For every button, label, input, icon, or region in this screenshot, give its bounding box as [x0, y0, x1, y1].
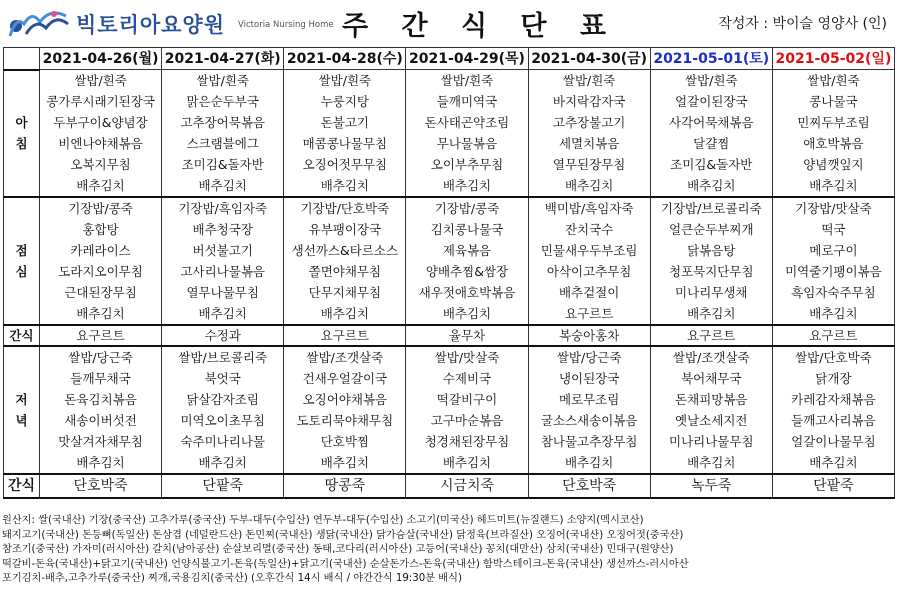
menu-item: 수제비국 — [442, 371, 492, 386]
menu-item: 배추김치 — [442, 455, 492, 470]
menu-item: 쌀밥/단호박죽 — [795, 350, 872, 365]
menu-item: 미나리무생채 — [675, 285, 748, 300]
breakfast-cell — [650, 70, 772, 198]
menu-item: 배추김치 — [320, 178, 369, 193]
menu-item: 배추김치 — [564, 455, 614, 470]
date-header: 2021-04-30(금) — [528, 48, 650, 70]
dinner-cell — [772, 346, 894, 474]
breakfast-label-char: 침 — [15, 136, 28, 152]
menu-item: 새우젓애호박볶음 — [418, 285, 516, 300]
lunch-cell — [40, 197, 162, 325]
menu-item: 쌀밥/흰죽 — [196, 73, 249, 88]
menu-item: 콩나물국 — [809, 94, 858, 109]
logo — [6, 6, 334, 38]
breakfast-label — [4, 70, 40, 198]
menu-item: 냉이된장국 — [558, 371, 620, 386]
lunch-label-char: 점 — [15, 243, 28, 258]
night-snack-cell: 녹두죽 — [650, 474, 772, 498]
menu-item: 들깨고사리볶음 — [791, 413, 876, 428]
breakfast-cell — [528, 70, 650, 198]
menu-item: 달걀찜 — [693, 136, 730, 151]
menu-item: 떡국 — [821, 222, 846, 237]
menu-item: 배추김치 — [198, 306, 247, 321]
menu-item: 바지락감자국 — [552, 94, 626, 109]
lunch-cell — [406, 197, 528, 325]
night-snack-label: 간식 — [4, 474, 40, 498]
night-snack-row — [4, 474, 895, 498]
menu-item: 새송이버섯전 — [64, 413, 137, 428]
menu-item: 돈불고기 — [320, 115, 369, 130]
menu-item: 조미김&돌자반 — [181, 157, 264, 172]
snack-cell: 요구르트 — [650, 325, 772, 346]
menu-item: 배추김치 — [564, 178, 614, 193]
origin-line: 참조기(중국산) 가자미(러시아산) 갈치(남아공산) 순살보리멸(중국산) 동태,코다리(러시아산) 고등어(국내산) 꽁치(대만산) 삼치(국내산) 민대구(원양산) — [2, 544, 674, 556]
menu-item: 기장밥/단호박죽 — [300, 201, 390, 216]
menu-item: 쌀밥/브로콜리죽 — [178, 350, 268, 365]
snack-row — [4, 325, 895, 346]
menu-item: 돈사태곤약조림 — [424, 115, 510, 130]
menu-item: 배추김치 — [198, 178, 247, 193]
menu-item: 배추김치 — [76, 178, 125, 193]
menu-item: 잔치국수 — [564, 222, 614, 237]
menu-item: 근대된장무침 — [64, 285, 137, 300]
menu-item: 닭살감자조림 — [186, 392, 259, 407]
menu-item: 북엇국 — [204, 371, 241, 386]
menu-item: 배추김치 — [442, 178, 492, 193]
menu-item: 들깨무채국 — [70, 371, 131, 386]
menu-item: 배추김치 — [809, 306, 858, 321]
menu-item: 숙주미나리나물 — [180, 434, 265, 449]
lunch-label — [4, 197, 40, 325]
menu-item: 쌀밥/흰죽 — [807, 73, 860, 88]
origin-line: 떡갈비-돈육(국내산)+닭고기(국내산) 언양식불고기-돈육(독일산)+닭고기(국내산) 순살돈가스-돈육(국내산) 함박스테이크-돈육(국내산) 생선까스-러시아산 — [2, 558, 689, 570]
author-label: 작성자 : 박이슬 영양사 (인) — [718, 16, 887, 32]
menu-item: 쌀밥/흰죽 — [440, 73, 494, 88]
menu-item: 메로구이 — [809, 243, 858, 258]
snack-label: 간식 — [4, 325, 40, 346]
menu-item: 민찌두부조림 — [797, 115, 870, 130]
date-header-row — [4, 48, 895, 70]
menu-item: 카레라이스 — [70, 243, 131, 258]
menu-item: 얼큰순두부찌개 — [669, 222, 754, 237]
corner-cell — [4, 48, 40, 70]
night-snack-cell: 단팥죽 — [162, 474, 284, 498]
menu-item: 기장밥/맛살죽 — [795, 201, 872, 216]
menu-item: 돈육김치볶음 — [64, 392, 137, 407]
date-header: 2021-04-29(목) — [406, 48, 528, 70]
page-title: 주 간 식 단 표 — [341, 11, 618, 42]
menu-item: 배추김치 — [809, 455, 858, 470]
dinner-cell — [40, 346, 162, 474]
menu-item: 버섯불고기 — [192, 243, 253, 258]
breakfast-label-char: 아 — [15, 115, 28, 131]
lunch-row — [4, 197, 895, 325]
menu-item: 미역오이초무침 — [180, 413, 265, 428]
breakfast-cell — [406, 70, 528, 198]
menu-item: 매콤콩나물무침 — [302, 136, 388, 151]
menu-item: 단호박찜 — [320, 434, 369, 449]
menu-item: 굴소스새송이볶음 — [540, 413, 638, 428]
menu-item: 맑은순두부국 — [186, 94, 259, 109]
dinner-cell — [528, 346, 650, 474]
menu-item: 들깨미역국 — [436, 94, 498, 109]
menu-item: 양념깻잎지 — [803, 157, 864, 172]
menu-item: 닭볶음탕 — [687, 243, 736, 258]
menu-item: 고추장어묵볶음 — [180, 115, 265, 130]
menu-item: 백미밥/흑임자죽 — [544, 201, 634, 216]
date-header: 2021-04-28(수) — [284, 48, 406, 70]
menu-item: 배추김치 — [687, 455, 736, 470]
lunch-cell — [162, 197, 284, 325]
menu-item: 오복지무침 — [70, 157, 131, 172]
menu-item: 기장밥/브로콜리죽 — [660, 201, 762, 216]
menu-item: 오이부추무침 — [430, 157, 504, 172]
menu-item: 북어채무국 — [681, 371, 742, 386]
lunch-label-char: 심 — [15, 264, 28, 279]
menu-item: 양배추찜&쌈장 — [425, 264, 509, 279]
night-snack-cell: 시금치죽 — [406, 474, 528, 498]
menu-item: 청경채된장무침 — [424, 434, 510, 449]
menu-item: 고추장불고기 — [552, 115, 626, 130]
menu-item: 쫄면야채무침 — [308, 264, 382, 279]
menu-item: 사각어묵채볶음 — [669, 115, 754, 130]
origin-line: 돼지고기(국내산) 돈등뼈(독일산) 돈삼겹 (네덜란드산) 돈민찌(국내산) 생닭(국내산) 닭가슴살(국내산) 닭정육(브라질산) 오징어(국내산) 오징어젓(중국산) — [2, 529, 684, 541]
menu-item: 스크램블에그 — [186, 136, 259, 151]
menu-item: 배추청국장 — [192, 222, 253, 237]
menu-item: 쌀밥/흰죽 — [74, 73, 127, 88]
menu-item: 오징어야채볶음 — [302, 392, 388, 407]
menu-item: 쌀밥/당근죽 — [556, 350, 622, 365]
menu-item: 쌀밥/당근죽 — [68, 350, 133, 365]
date-header-saturday: 2021-05-01(토) — [650, 48, 772, 70]
origin-notice — [2, 514, 895, 587]
menu-item: 배추김치 — [809, 178, 858, 193]
dinner-cell — [284, 346, 406, 474]
menu-item: 배추김치 — [687, 178, 736, 193]
lunch-cell — [772, 197, 894, 325]
breakfast-row — [4, 70, 895, 198]
menu-item: 쌀밥/조갯살죽 — [672, 350, 750, 365]
snack-cell: 요구르트 — [40, 325, 162, 346]
menu-item: 제육볶음 — [442, 243, 492, 258]
menu-item: 미역줄기팽이볶음 — [785, 264, 882, 279]
menu-item: 옛날소세지전 — [675, 413, 748, 428]
dinner-label-char: 녁 — [15, 413, 28, 428]
night-snack-cell: 땅콩죽 — [284, 474, 406, 498]
snack-cell: 수정과 — [162, 325, 284, 346]
menu-item: 쌀밥/흰죽 — [318, 73, 372, 88]
menu-item: 배추김치 — [442, 306, 492, 321]
menu-item: 쌀밥/흰죽 — [562, 73, 616, 88]
menu-item: 콩가루시래기된장국 — [46, 94, 155, 109]
dinner-label — [4, 346, 40, 474]
date-header-sunday: 2021-05-02(일) — [772, 48, 894, 70]
menu-item: 메로무조림 — [558, 392, 620, 407]
menu-item: 배추김치 — [320, 306, 369, 321]
breakfast-cell — [162, 70, 284, 198]
origin-line: 원산지: 쌀(국내산) 기장(중국산) 고추가루(중국산) 두부-대두(수입산) 연두부-대두(수입산) 소고기(미국산) 헤드미트(뉴질랜드) 소양지(멕시코산) — [2, 515, 644, 526]
menu-item: 참나물고추장무침 — [540, 434, 638, 449]
logo-name: 빅토리아요양원 — [76, 13, 226, 37]
menu-item: 민물새우두부조림 — [540, 243, 638, 258]
menu-item: 흑임자숙주무침 — [791, 285, 876, 300]
menu-item: 고구마순볶음 — [430, 413, 504, 428]
menu-item: 세멸치볶음 — [558, 136, 620, 151]
menu-item: 아삭이고추무침 — [546, 264, 632, 279]
menu-item: 배추김치 — [76, 455, 125, 470]
logo-mark-icon — [6, 6, 72, 38]
menu-item: 닭개장 — [815, 371, 852, 386]
menu-item: 기장밥/콩죽 — [68, 201, 133, 216]
menu-item: 고사리나물볶음 — [180, 264, 265, 279]
dinner-row — [4, 346, 895, 474]
menu-item: 열무나물무침 — [186, 285, 259, 300]
breakfast-cell — [284, 70, 406, 198]
menu-item: 도라지오이무침 — [58, 264, 143, 279]
menu-item: 쌀밥/흰죽 — [685, 73, 738, 88]
menu-item: 배추김치 — [76, 306, 125, 321]
menu-item: 김치콩나물국 — [430, 222, 504, 237]
night-snack-cell: 단호박죽 — [40, 474, 162, 498]
dinner-cell — [406, 346, 528, 474]
date-header: 2021-04-26(월) — [40, 48, 162, 70]
menu-item: 배추김치 — [320, 455, 369, 470]
menu-item: 배추김치 — [198, 455, 247, 470]
menu-item: 배추겉절이 — [558, 285, 620, 300]
menu-item: 비엔나야채볶음 — [58, 136, 143, 151]
menu-item: 청포묵지단무침 — [669, 264, 754, 279]
date-header: 2021-04-27(화) — [162, 48, 284, 70]
menu-item: 돈채피망볶음 — [675, 392, 748, 407]
menu-item: 애호박볶음 — [803, 136, 864, 151]
menu-item: 조미김&돌자반 — [670, 157, 753, 172]
menu-item: 얼갈이된장국 — [675, 94, 748, 109]
menu-item: 기장밥/콩죽 — [434, 201, 500, 216]
menu-item: 단무지채무침 — [308, 285, 382, 300]
snack-cell: 복숭아홍차 — [528, 325, 650, 346]
breakfast-cell — [772, 70, 894, 198]
lunch-cell — [528, 197, 650, 325]
menu-item: 맛살겨자채무침 — [58, 434, 143, 449]
page-header — [0, 0, 897, 44]
dinner-cell — [162, 346, 284, 474]
menu-item: 떡갈비구이 — [436, 392, 498, 407]
night-snack-cell: 단팥죽 — [772, 474, 894, 498]
night-snack-cell: 단호박죽 — [528, 474, 650, 498]
menu-item: 홍합탕 — [82, 222, 119, 237]
dinner-cell — [650, 346, 772, 474]
menu-item: 카레감자채볶음 — [791, 392, 876, 407]
menu-item: 두부구이&양념장 — [53, 115, 148, 130]
menu-item: 생선까스&타르소스 — [291, 243, 399, 258]
weekly-menu-table — [3, 47, 895, 499]
menu-item: 오징어젓무무침 — [302, 157, 388, 172]
menu-item: 미나리나물무침 — [669, 434, 754, 449]
menu-item: 무나물볶음 — [436, 136, 498, 151]
menu-item: 쌀밥/조갯살죽 — [306, 350, 384, 365]
origin-line: 포기김치-배추,고추가루(중국산) 찌개,국용김치(중국산) (오후간식 14시 배식 / 야간간식 19:30분 배식) — [2, 573, 462, 585]
snack-cell: 율무차 — [406, 325, 528, 346]
menu-item: 건새우얼갈이국 — [302, 371, 388, 386]
menu-item: 얼갈이나물무침 — [791, 434, 876, 449]
lunch-cell — [284, 197, 406, 325]
menu-item: 쌀밥/맛살죽 — [434, 350, 500, 365]
menu-item: 기장밥/흑임자죽 — [178, 201, 268, 216]
logo-subtitle: Victoria Nursing Home — [238, 20, 334, 30]
dinner-label-char: 저 — [15, 392, 28, 407]
menu-item: 배추김치 — [687, 306, 736, 321]
snack-cell: 요구르트 — [284, 325, 406, 346]
menu-item: 요구르트 — [564, 306, 614, 321]
menu-item: 열무된장무침 — [552, 157, 626, 172]
menu-item: 도토리묵야채무침 — [296, 413, 394, 428]
lunch-cell — [650, 197, 772, 325]
menu-item: 유부팽이장국 — [308, 222, 382, 237]
snack-cell: 요구르트 — [772, 325, 894, 346]
menu-item: 누룽지탕 — [320, 94, 369, 109]
breakfast-cell — [40, 70, 162, 198]
